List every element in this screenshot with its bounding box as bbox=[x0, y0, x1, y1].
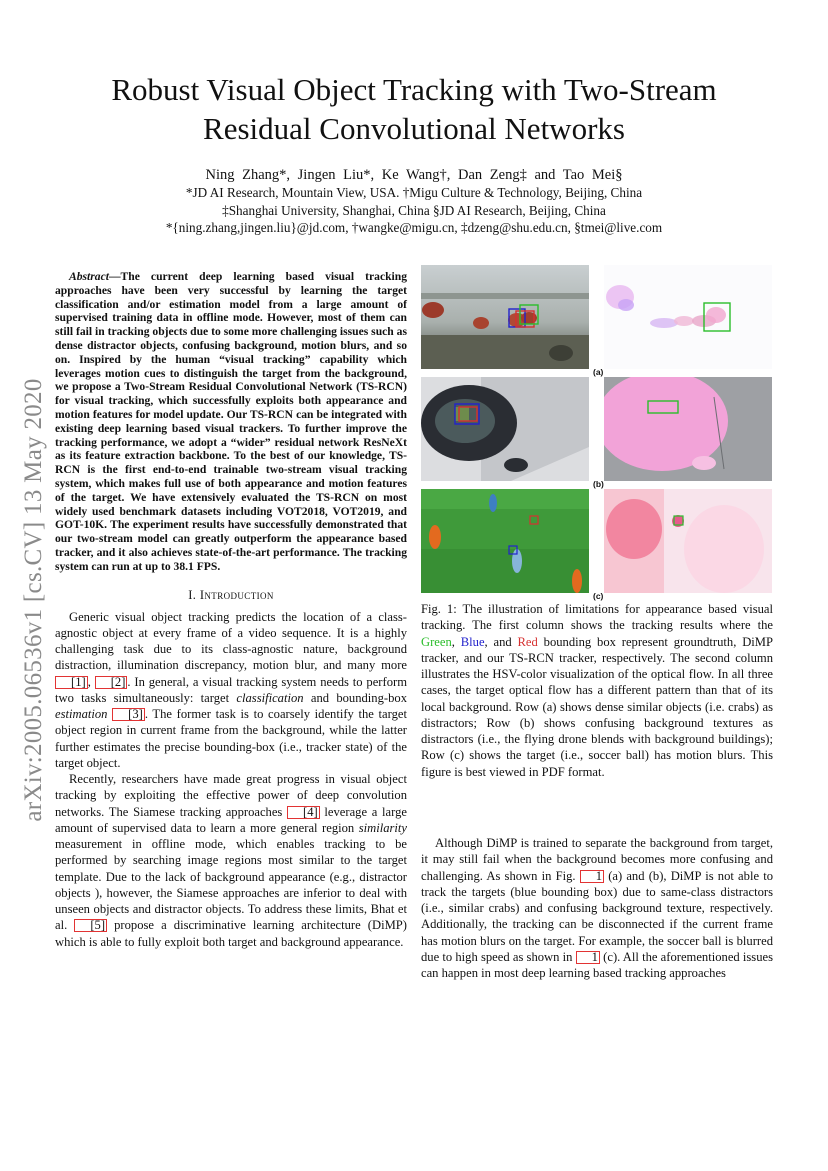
figure-row-c bbox=[421, 489, 774, 601]
text-run: measurement in offline mode, which enables tracking to be performed by searching image regions most similar to the target template. Due to the lack of background appearance (e.g., distractor objects ), however, the Siamese approaches are inferior to deal with unseen objects and distractor objects. To address these limits, Bhat et al. bbox=[55, 837, 407, 933]
text-run: bounding box represent groundtruth, DiMP tracker, and our TS-RCN tracker, respectively. The second column illustrates the HSV-color visualization of the optical flow. In all three cases, the target optical flow has a different pattern than that of its local background. Row (a) shows dense similar objects (i.e. crabs) as distractors; Row (b) shows confusing background textures as distractors (i.e., the flying drone blends with background buildings); Row (c) shows the target (i.e., soccer ball) has motion blurs. This figure is best viewed in PDF format. bbox=[421, 634, 773, 779]
section-number: I. bbox=[188, 587, 200, 602]
text-run: and bounding-box bbox=[303, 690, 407, 705]
row-label-a: (a) bbox=[593, 367, 604, 377]
citation-link[interactable]: [3] bbox=[112, 708, 145, 721]
right-column bbox=[421, 835, 773, 981]
color-word-red: Red bbox=[517, 634, 538, 649]
figure-link[interactable]: 1 bbox=[576, 951, 600, 964]
abstract-lead: Abstract bbox=[69, 270, 109, 283]
row-label-b: (b) bbox=[593, 479, 604, 489]
text-run: (c). All the aforementioned issues can happen in most deep learning based tracking approaches bbox=[421, 949, 773, 980]
optical-flow-crabs bbox=[604, 265, 772, 369]
figure-caption bbox=[421, 601, 773, 780]
citation-link[interactable]: [1] bbox=[55, 676, 88, 689]
color-word-blue: Blue bbox=[460, 634, 485, 649]
text-run: Recently, researchers have made great progress in visual object tracking by exploiting the effective power of deep convolution networks. The Siamese tracking approaches bbox=[55, 772, 407, 819]
tracking-image-drone bbox=[421, 377, 589, 481]
author-emails: *{ning.zhang,jingen.liu}@jd.com, †wangke@migu.cn, ‡dzeng@shu.edu.cn, §tmei@live.com bbox=[165, 220, 663, 235]
section-heading bbox=[55, 588, 407, 603]
paper-title bbox=[60, 70, 768, 148]
text-run: , bbox=[451, 634, 461, 649]
text-run: Fig. 1: The illustration of limitations for appearance based visual tracking. The first column shows the tracking results where the bbox=[421, 602, 773, 633]
optical-flow-soccer bbox=[604, 489, 772, 593]
text-run: . In general, a visual tracking system needs to perform two tasks simultaneously: target bbox=[55, 674, 407, 705]
emphasis: classification bbox=[236, 690, 304, 705]
emphasis: similarity bbox=[358, 820, 407, 835]
citation-link[interactable]: [5] bbox=[74, 919, 107, 932]
abstract-text: —The current deep learning based visual tracking approaches have been very successful by learning the target classification and/or estimation model from a large amount of supervised training data in offline mode. However, most of them can still fail in tracking objects due to some more challenging issues such as dense distractor objects, confusing background, motion blurs, and so on. Inspired by the human “visual tracking” capability which leverages motion cues to distinguish the target from the background, we propose a Two-Stream Residual Convolutional Network (TS-RCN) for visual tracking, which successfully exploits both appearance and motion features for model update. Our TS-RCN can be integrated with existing deep learning based visual trackers. To further improve the tracking performance, we adopt a “wider” residual network ResNeXt as its feature extraction backbone. To the best of our knowledge, TS-RCN is the first end-to-end trainable two-stream visual tracking system, which makes full use of both appearance and motion features of the target. We have extensively evaluated the TS-RCN on most widely used benchmark datasets including VOT2018, VOT2019, and GOT-10K. The experiment results have successfully demonstrated that our two-stream model can greatly outperform the appearance based tracker, and it also achieves state-of-the-art performance. The tracking system can run at up to 38.1 FPS. bbox=[55, 270, 407, 573]
text-run: Although DiMP is trained to separate the background from target, it may still fail when the background becomes more confusing and challenging. As shown in Fig. bbox=[421, 836, 773, 883]
section-name: Introduction bbox=[199, 587, 274, 602]
text-run: (a) and (b), DiMP is not able to track the targets (blue bounding box) due to same-class distractors (i.e., similar crabs) and confusing background texture, respectively. Additionally, the tracking can be disconnected if the current frame has motion blurs on the target. For example, the soccer ball is blurred due to high speed as shown in bbox=[421, 868, 774, 964]
optical-flow-drone bbox=[604, 377, 772, 481]
citation-link[interactable]: [2] bbox=[95, 676, 128, 689]
text-run: leverage a large amount of supervised data to learn a more general region bbox=[55, 804, 407, 835]
text-run: Generic visual object tracking predicts the location of a class-agnostic object at every frame of a video sequence. It is a highly challenging task due to its class-agnostic nature, background distraction, illumination discrepancy, motion blur, and many more bbox=[55, 609, 407, 673]
text-run: propose a discriminative learning architecture (DiMP) which is able to fully exploit both target and background appearance. bbox=[55, 918, 407, 949]
figure-row-a bbox=[421, 265, 774, 377]
color-word-green: Green bbox=[421, 634, 452, 649]
arxiv-identifier: arXiv:2005.06536v1 [cs.CV] 13 May 2020 bbox=[20, 378, 47, 822]
author-names: Ning Zhang*, Jingen Liu*, Ke Wang†, Dan Zeng‡ and Tao Mei§ bbox=[205, 167, 623, 183]
tracking-image-soccer bbox=[421, 489, 589, 593]
abstract bbox=[55, 270, 407, 574]
tracking-image-crabs bbox=[421, 265, 589, 369]
text-run: . The former task is to coarsely identify the target object region in current frame from the background, while the latter further estimates the precise bounding-box (i.e., tracker state) of the target object. bbox=[55, 707, 407, 770]
citation-link[interactable]: [4] bbox=[287, 806, 320, 819]
intro-paragraph-1 bbox=[55, 609, 407, 772]
text-run: , bbox=[87, 674, 95, 689]
emphasis: estimation bbox=[55, 707, 108, 722]
title-line-2: Residual Convolutional Networks bbox=[203, 111, 625, 146]
affiliation-line-1: *JD AI Research, Mountain View, USA. †Migu Culture & Technology, Beijing, China bbox=[185, 185, 643, 200]
figure-link[interactable]: 1 bbox=[580, 870, 604, 883]
left-column bbox=[55, 270, 407, 950]
row-label-c: (c) bbox=[593, 591, 604, 601]
right-paragraph-1 bbox=[421, 835, 773, 981]
figure-1 bbox=[421, 265, 774, 601]
title-line-1: Robust Visual Object Tracking with Two-Stream bbox=[111, 72, 717, 107]
figure-row-b bbox=[421, 377, 774, 489]
affiliation-line-2: ‡Shanghai University, Shanghai, China §JD AI Research, Beijing, China bbox=[222, 202, 606, 218]
intro-paragraph-2 bbox=[55, 771, 407, 950]
text-run: , and bbox=[484, 634, 518, 649]
arxiv-stamp bbox=[14, 350, 54, 850]
author-block bbox=[60, 166, 768, 237]
